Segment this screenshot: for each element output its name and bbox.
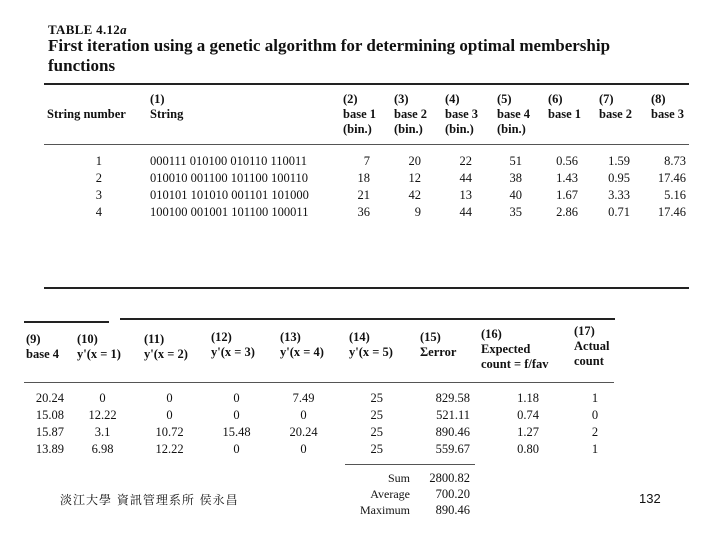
bottom-cell-act: 1 xyxy=(591,442,599,456)
top-cell-b4: 40 xyxy=(509,188,522,202)
header-col12: (12) y'(x = 3) xyxy=(211,330,255,359)
bottom-top-rule-a xyxy=(24,321,109,323)
top-cell-d1: 0.56 xyxy=(556,154,578,168)
top-cell-d2: 1.59 xyxy=(608,154,630,168)
top-cell-b3: 44 xyxy=(459,205,472,219)
summary-value: 890.46 xyxy=(435,503,470,517)
header-col7: (7) base 2 xyxy=(599,92,632,121)
header-col8: (8) base 3 xyxy=(651,92,684,121)
top-cell-d2: 3.33 xyxy=(608,188,630,202)
top-cell-string: 000111 010100 010110 110011 xyxy=(150,154,308,168)
bottom-cell-y2: 12.22 xyxy=(155,442,184,456)
top-cell-string: 010010 001100 101100 100110 xyxy=(150,171,308,185)
bottom-cell-y1: 6.98 xyxy=(91,442,114,456)
bottom-cell-act: 0 xyxy=(591,408,599,422)
top-cell-d3: 5.16 xyxy=(664,188,686,202)
bottom-cell-exp: 0.80 xyxy=(517,442,539,456)
page-number: 132 xyxy=(639,491,661,506)
table-title: First iteration using a genetic algorithm for determining optimal membership functions xyxy=(48,36,611,75)
bottom-cell-base4: 15.08 xyxy=(35,408,64,422)
top-cell-d3: 8.73 xyxy=(664,154,686,168)
bottom-cell-y2: 10.72 xyxy=(155,425,184,439)
top-header-rule xyxy=(44,144,689,145)
top-cell-b3: 13 xyxy=(459,188,472,202)
top-cell-b3: 44 xyxy=(459,171,472,185)
bottom-cell-err: 829.58 xyxy=(435,391,470,405)
bottom-header-rule xyxy=(24,382,614,383)
top-cell-d3: 17.46 xyxy=(657,171,686,185)
header-col15: (15) Σerror xyxy=(420,330,457,359)
bottom-cell-y3: 0 xyxy=(233,391,240,405)
bottom-cell-y3: 0 xyxy=(233,442,240,456)
header-col17: (17) Actual count xyxy=(574,324,610,368)
bottom-cell-y1: 0 xyxy=(99,391,106,405)
bottom-cell-y5: 25 xyxy=(370,408,383,422)
table-label: TABLE 4.12a xyxy=(48,22,127,37)
header-col5: (5) base 4 (bin.) xyxy=(497,92,530,136)
top-cell-string: 010101 101010 001101 101000 xyxy=(150,188,309,202)
top-cell-num: 4 xyxy=(95,205,102,219)
bottom-cell-exp: 1.18 xyxy=(517,391,539,405)
bottom-cell-y4: 7.49 xyxy=(292,391,315,405)
top-cell-d2: 0.71 xyxy=(608,205,630,219)
bottom-cell-err: 521.11 xyxy=(436,408,470,422)
bottom-cell-y4: 20.24 xyxy=(289,425,318,439)
footer-institution: 淡江大學 資訊管理系所 侯永昌 xyxy=(60,493,239,507)
top-cell-num: 3 xyxy=(95,188,102,202)
bottom-cell-y1: 3.1 xyxy=(94,425,111,439)
bottom-cell-base4: 13.89 xyxy=(35,442,64,456)
header-col10: (10) y'(x = 1) xyxy=(77,332,121,361)
bottom-cell-act: 2 xyxy=(591,425,599,439)
bottom-cell-base4: 20.24 xyxy=(35,391,64,405)
summary-label: Average xyxy=(370,487,410,501)
summary-rule xyxy=(345,464,475,465)
top-cell-b1: 7 xyxy=(363,154,370,168)
bottom-cell-exp: 1.27 xyxy=(517,425,539,439)
bottom-top-rule-b xyxy=(120,318,615,320)
header-col1: (1) String xyxy=(150,92,184,121)
header-col6: (6) base 1 xyxy=(548,92,581,121)
top-cell-d2: 0.95 xyxy=(608,171,630,185)
top-cell-d3: 17.46 xyxy=(657,205,686,219)
bottom-cell-exp: 0.74 xyxy=(517,408,539,422)
header-col14: (14) y'(x = 5) xyxy=(349,330,393,359)
bottom-cell-y1: 12.22 xyxy=(88,408,117,422)
top-cell-string: 100100 001001 101100 100011 xyxy=(150,205,309,219)
summary-label: Maximum xyxy=(360,503,410,517)
top-cell-num: 2 xyxy=(95,171,102,185)
top-cell-d1: 1.67 xyxy=(556,188,578,202)
header-col3: (3) base 2 (bin.) xyxy=(394,92,427,136)
bottom-cell-err: 890.46 xyxy=(435,425,470,439)
bottom-cell-y3: 0 xyxy=(233,408,240,422)
top-bottom-rule xyxy=(44,287,689,289)
bottom-cell-y3: 15.48 xyxy=(222,425,251,439)
header-col16: (16) Expected count = f/fav xyxy=(481,327,549,371)
top-cell-b2: 12 xyxy=(408,171,421,185)
top-cell-b2: 20 xyxy=(408,154,421,168)
bottom-cell-act: 1 xyxy=(591,391,599,405)
summary-value: 2800.82 xyxy=(429,471,470,485)
top-cell-b1: 36 xyxy=(357,205,370,219)
table-label-suffix: a xyxy=(120,22,127,37)
top-cell-num: 1 xyxy=(95,154,102,168)
header-col13: (13) y'(x = 4) xyxy=(280,330,324,359)
header-string-number: String number xyxy=(47,107,126,121)
bottom-cell-y5: 25 xyxy=(370,425,383,439)
header-col4: (4) base 3 (bin.) xyxy=(445,92,478,136)
top-cell-d1: 1.43 xyxy=(556,171,578,185)
summary-label: Sum xyxy=(387,471,410,485)
top-cell-b4: 35 xyxy=(509,205,522,219)
header-col9: (9) base 4 xyxy=(26,332,59,361)
header-col11: (11) y'(x = 2) xyxy=(144,332,188,361)
top-cell-b1: 21 xyxy=(357,188,370,202)
bottom-cell-y5: 25 xyxy=(370,442,383,456)
bottom-cell-base4: 15.87 xyxy=(35,425,64,439)
top-cell-b2: 42 xyxy=(408,188,421,202)
bottom-cell-y4: 0 xyxy=(300,442,307,456)
top-rule xyxy=(44,83,689,85)
bottom-cell-err: 559.67 xyxy=(435,442,470,456)
bottom-cell-y2: 0 xyxy=(166,391,173,405)
top-cell-b1: 18 xyxy=(357,171,370,185)
top-cell-b2: 9 xyxy=(414,205,421,219)
top-cell-b4: 38 xyxy=(509,171,522,185)
header-col2: (2) base 1 (bin.) xyxy=(343,92,376,136)
bottom-cell-y5: 25 xyxy=(370,391,383,405)
top-cell-b4: 51 xyxy=(509,154,522,168)
bottom-cell-y4: 0 xyxy=(300,408,307,422)
top-cell-d1: 2.86 xyxy=(556,205,578,219)
top-cell-b3: 22 xyxy=(459,154,472,168)
summary-value: 700.20 xyxy=(435,487,470,501)
bottom-cell-y2: 0 xyxy=(166,408,173,422)
